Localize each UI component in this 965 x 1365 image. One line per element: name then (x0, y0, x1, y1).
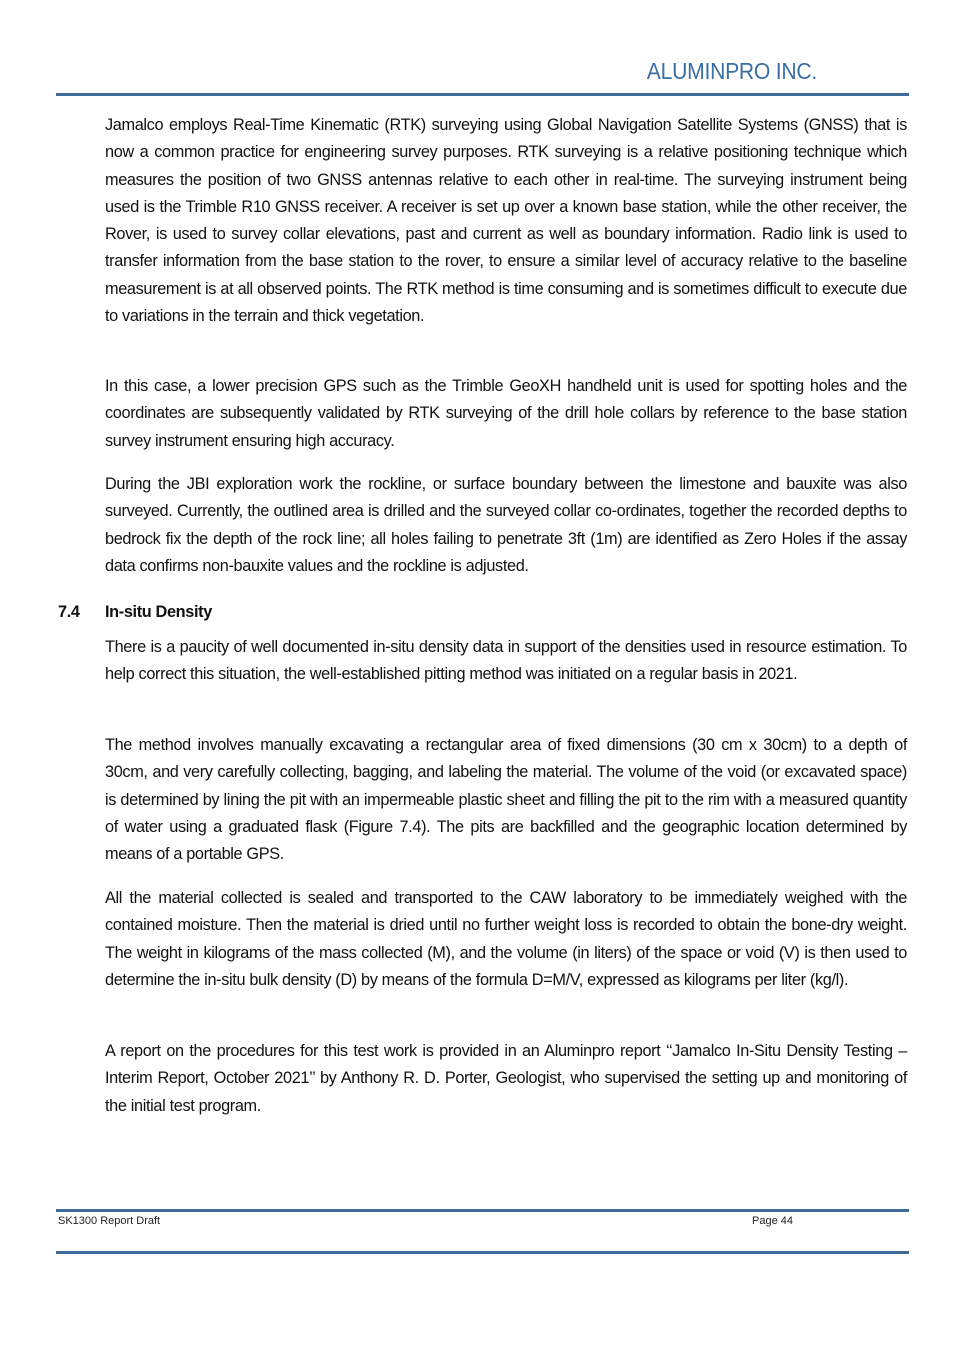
footer-document-title: SK1300 Report Draft (58, 1215, 161, 1227)
section-number: 7.4 (58, 603, 80, 621)
paragraph-pitting-method: The method involves manually excavating a rectangular area of fixed dimensions (30 cm x 30cm) to a depth of 30cm, and very carefully collecting, bagging, and labeling the material. The volume of the void (or excavated space) is determined by lining the pit with an impermeable plastic sheet and filling the pit to the rim with a measured quantity of water using a graduated flask (Figure 7.4). The pits are backfilled and the geographic location determined by means of a portable GPS. (105, 736, 907, 864)
company-name: ALUMINPRO INC. (646, 58, 817, 84)
paragraph-density-paucity: There is a paucity of well documented in-situ density data in support of the densities used in resource estimation. To help correct this situation, the well-established pitting method was initiated on a regular basis in 2021. (105, 638, 907, 684)
paragraph-gps-spotting: In this case, a lower precision GPS such as the Trimble GeoXH handheld unit is used for spotting holes and the coordinates are subsequently validated by RTK surveying of the drill hole collars by reference to the base station survey instrument ensuring high accuracy. (105, 377, 907, 450)
section-title: In-situ Density (105, 603, 212, 621)
footer-page-number: Page 44 (752, 1215, 793, 1227)
paragraph-lab-weighing: All the material collected is sealed and transported to the CAW laboratory to be immediately weighed with the contained moisture. Then the material is dried until no further weight loss is recorded to obtain the bone-dry weight. The weight in kilograms of the mass collected (M), and the volume (in liters) of the space or void (V) is then used to determine the in-situ bulk density (D) by means of the formula D=M/V, expressed as kilograms per liter (kg/l). (105, 889, 907, 989)
paragraph-rtk-surveying: Jamalco employs Real-Time Kinematic (RTK) surveying using Global Navigation Satellite Systems (GNSS) that is now a common practice for engineering survey purposes. RTK surveying is a relative positioning technique which measures the position of two GNSS antennas relative to each other in real-time. The surveying instrument being used is the Trimble R10 GNSS receiver. A receiver is set up over a known base station, while the other receiver, the Rover, is used to survey collar elevations, past and current as well as boundary information. Radio link is used to transfer information from the base station to the rover, to ensure a similar level of accuracy relative to the baseline measurement is at all observed points. The RTK method is time consuming and is sometimes difficult to execute due to variations in the terrain and thick vegetation. (105, 116, 907, 326)
paragraph-rockline: During the JBI exploration work the rockline, or surface boundary between the limestone and bauxite was also surveyed. Currently, the outlined area is drilled and the surveyed collar co-ordinates, together the recorded depths to bedrock fix the depth of the rock line; all holes failing to penetrate 3ft (1m) are identified as Zero Holes if the assay data confirms non-bauxite values and the rockline is adjusted. (105, 475, 907, 575)
section-heading (58, 603, 212, 622)
footer-rule-top (56, 1209, 909, 1212)
footer-rule-bottom (56, 1251, 909, 1254)
paragraph-report-reference: A report on the procedures for this test work is provided in an Aluminpro report ‘‘Jamalco In-Situ Density Testing – Interim Report, October 2021’’ by Anthony R. D. Porter, Geologist, who supervised the setting up and monitoring of the initial test program. (105, 1042, 907, 1115)
header-rule (56, 93, 909, 96)
